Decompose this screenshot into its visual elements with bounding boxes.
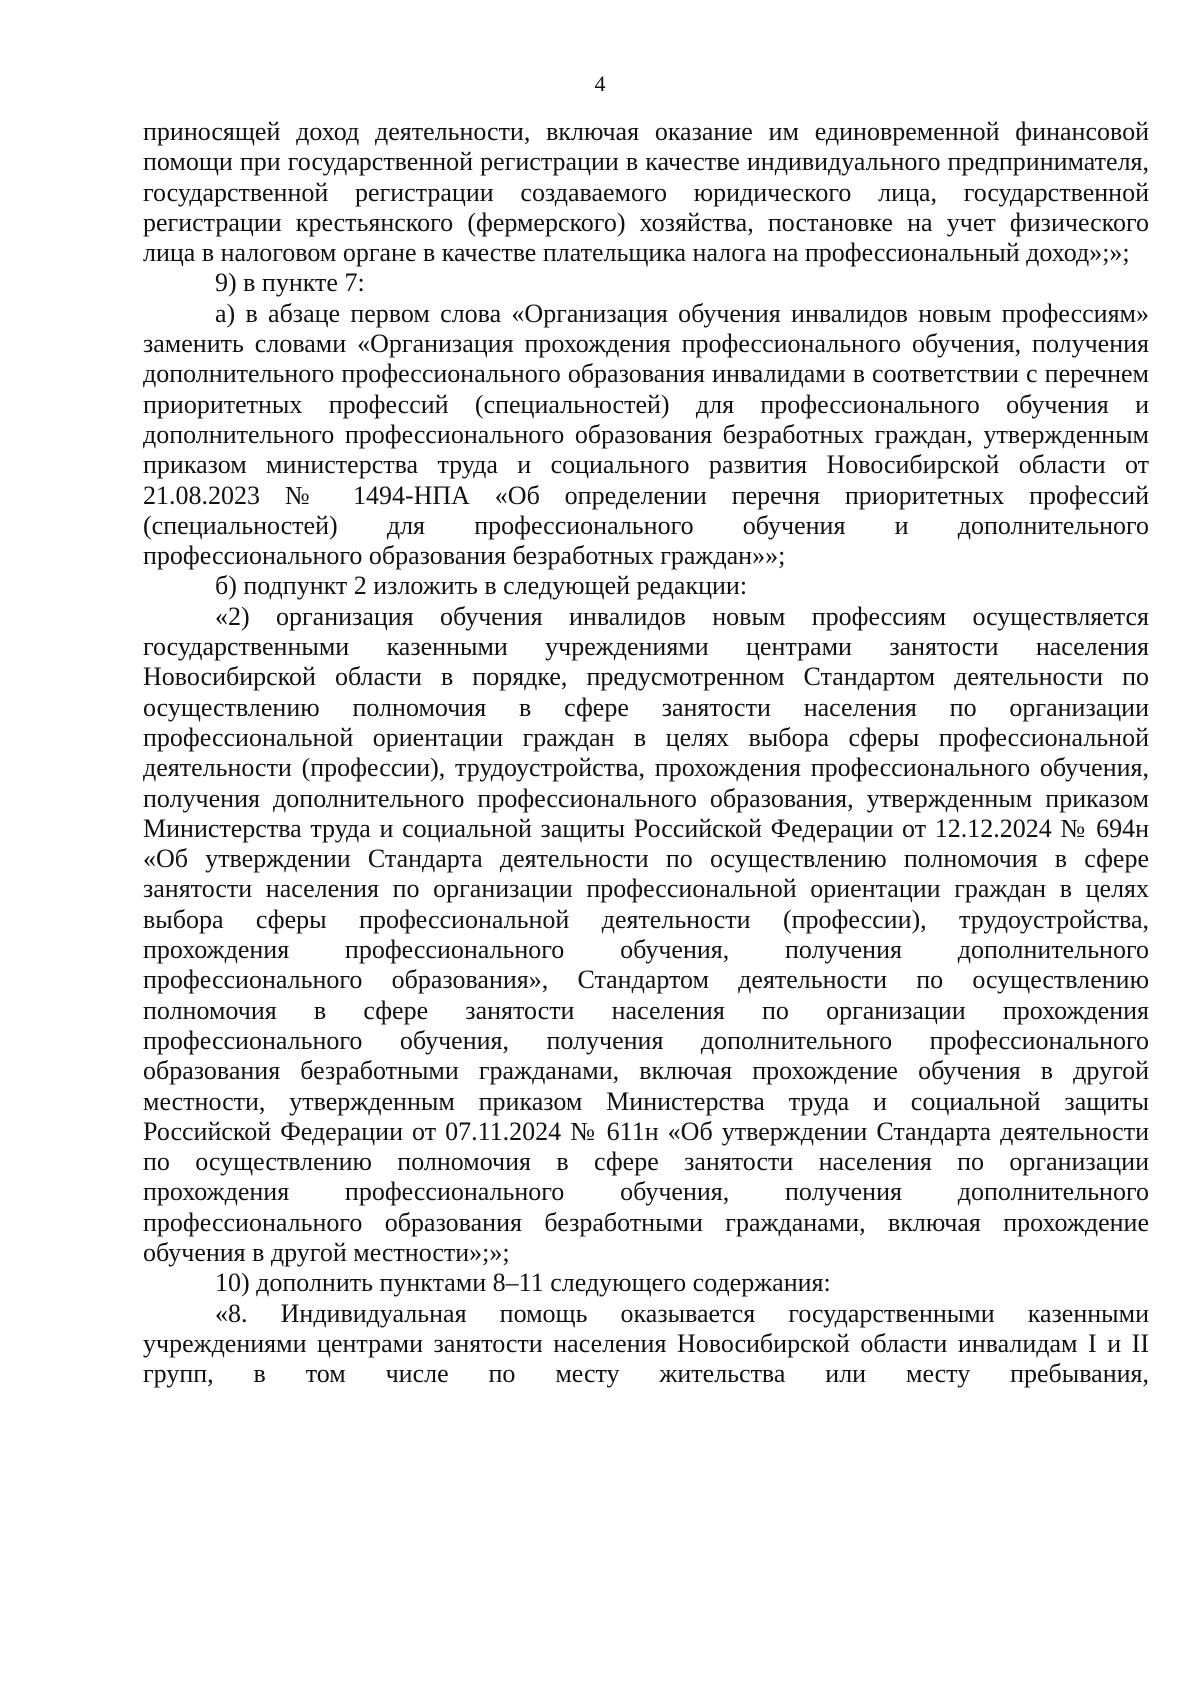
paragraph-subitem-a: а) в абзаце первом слова «Организация обучения инвалидов новым профессиям» заменить словами «Организация прохождения профессионального обучения, получения дополнительного профессионального образования инвалидами в соответствии с перечнем приоритетных профессий (специальностей) для профессионального обучения и дополнительного профессионального образования безработных граждан, утвержденным приказом министерства труда и социального развития Новосибирской области от 21.08.2023 № 1494-НПА «Об определении перечня приоритетных профессий (специальностей) для профессионального обучения и дополнительного профессионального образования безработных граждан»»; [143, 298, 1149, 571]
page-number: 4 [594, 71, 606, 96]
paragraph-item-9: 9) в пункте 7: [215, 268, 365, 298]
paragraph-item-10: 10) дополнить пунктами 8–11 следующего содержания: [215, 1268, 831, 1298]
paragraph-point-8: «8. Индивидуальная помощь оказывается государственными казенными учреждениями центрами занятости населения Новосибирской области инвалидам I и II групп, в том числе по месту жительства или месту пребывания, [143, 1298, 1149, 1389]
document-body [143, 117, 1149, 1389]
paragraph-subitem-b: б) подпункт 2 изложить в следующей редакции: [215, 571, 748, 601]
paragraph-subpoint-2-text: «2) организация обучения инвалидов новым профессиям осуществляется государственными казенными учреждениями центрами занятости населения Новосибирской области в порядке, предусмотренном Стандартом деятельности по осуществлению полномочия в сфере занятости населения по организации профессиональной ориентации граждан в целях выбора сферы профессиональной деятельности (профессии), трудоустройства, прохождения профессионального обучения, получения дополнительного профессионального образования, утвержденным приказом Министерства труда и социальной защиты Российской Федерации от 12.12.2024 № 694н «Об утверждении Стандарта деятельности по осуществлению полномочия в сфере занятости населения по организации профессиональной ориентации граждан в целях выбора сферы профессиональной деятельности (профессии), трудоустройства, прохождения профессионального обучения, получения дополнительного профессионального образования», Стандартом деятельности по осуществлению полномочия в сфере занятости населения по организации прохождения профессионального обучения, получения дополнительного профессионального образования безработными гражданами, включая прохождение обучения в другой местности, утвержденным приказом Министерства труда и социальной защиты Российской Федерации от 07.11.2024 № 611н «Об утверждении Стандарта деятельности по осуществлению полномочия в сфере занятости населения по организации прохождения профессионального обучения, получения дополнительного профессионального образования безработными гражданами, включая прохождение обучения в другой местности»;»; [143, 601, 1149, 1267]
paragraph-continuation: приносящей доход деятельности, включая оказание им единовременной финансовой помощи при государственной регистрации в качестве индивидуального предпринимателя, государственной регистрации создаваемого юридического лица, государственной регистрации крестьянского (фермерского) хозяйства, постановке на учет физического лица в налоговом органе в качестве плательщика налога на профессиональный доход»;»; [143, 117, 1149, 268]
